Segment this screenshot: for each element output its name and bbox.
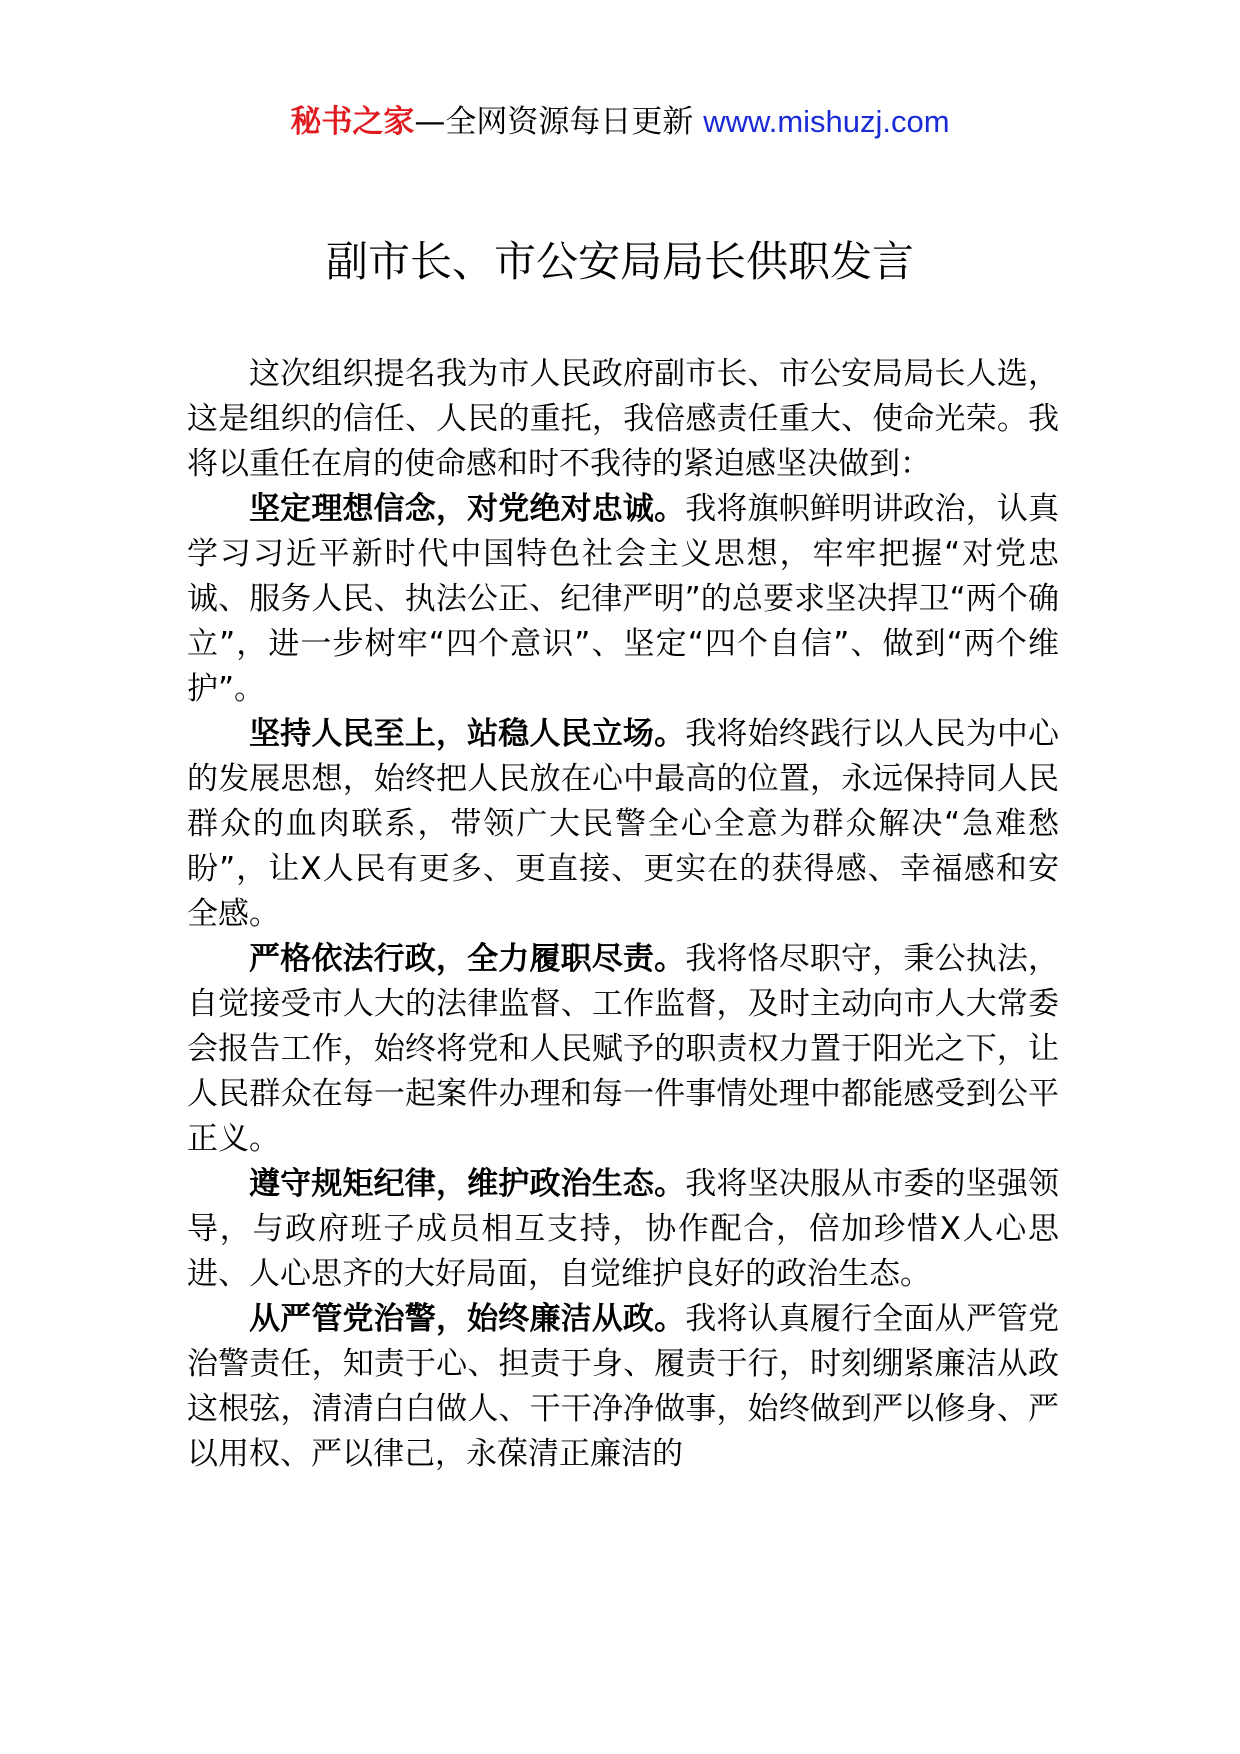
paragraph-text: 我将恪尽职守，秉公执法，自觉接受市人大的法律监督、工作监督，及时主动向市人大常委会报告工作，始终将党和人民赋予的职责权力置于阳光之下，让人民群众在每一起案件办理和每一件事情处理中都能感受到公平正义。 [187, 941, 1060, 1157]
body-paragraph [187, 937, 1059, 1162]
paragraph-heading: 遵守规矩纪律，维护政治生态。 [249, 1166, 686, 1202]
paragraph-heading: 坚持人民至上，站稳人民立场。 [249, 716, 686, 752]
document-title: 副市长、市公安局局长供职发言 [325, 237, 914, 286]
banner-slogan: —全网资源每日更新 [414, 104, 694, 140]
paragraph-heading: 从严管党治警，始终廉洁从政。 [249, 1301, 686, 1337]
site-banner [0, 100, 1240, 144]
body-paragraph [187, 487, 1059, 712]
site-url-link[interactable]: www.mishuzj.com [703, 104, 950, 139]
body-paragraph [187, 1162, 1059, 1297]
paragraph-text: 我将旗帜鲜明讲政治，认真学习习近平新时代中国特色社会主义思想，牢牢把握“对党忠诚、服务人民、执法公正、纪律严明”的总要求坚决捍卫“两个确立”，进一步树牢“四个意识”、坚定“四个自信”、做到“两个维护”。 [187, 491, 1060, 707]
paragraph-text: 我将始终践行以人民为中心的发展思想，始终把人民放在心中最高的位置，永远保持同人民群众的血肉联系，带领广大民警全心全意为群众解决“急难愁盼”，让X人民有更多、更直接、更实在的获得感、幸福感和安全感。 [187, 716, 1060, 932]
intro-paragraph [187, 352, 1059, 487]
document-body [187, 352, 1059, 1477]
brand-name: 秘书之家 [290, 104, 415, 140]
paragraph-heading: 坚定理想信念，对党绝对忠诚。 [249, 491, 686, 527]
body-paragraph [187, 712, 1059, 937]
paragraph-text: 我将认真履行全面从严管党治警责任，知责于心、担责于身、履责于行，时刻绷紧廉洁从政这根弦，清清白白做人、干干净净做事，始终做到严以修身、严以用权、严以律己，永葆清正廉洁的 [187, 1301, 1060, 1472]
paragraph-text: 我将坚决服从市委的坚强领导，与政府班子成员相互支持，协作配合，倍加珍惜X人心思进、人心思齐的大好局面，自觉维护良好的政治生态。 [187, 1166, 1060, 1292]
paragraph-heading: 严格依法行政，全力履职尽责。 [249, 941, 686, 977]
paragraph-text: 这次组织提名我为市人民政府副市长、市公安局局长人选，这是组织的信任、人民的重托，我倍感责任重大、使命光荣。我将以重任在肩的使命感和时不我待的紧迫感坚决做到： [187, 356, 1059, 482]
body-paragraph [187, 1297, 1059, 1477]
